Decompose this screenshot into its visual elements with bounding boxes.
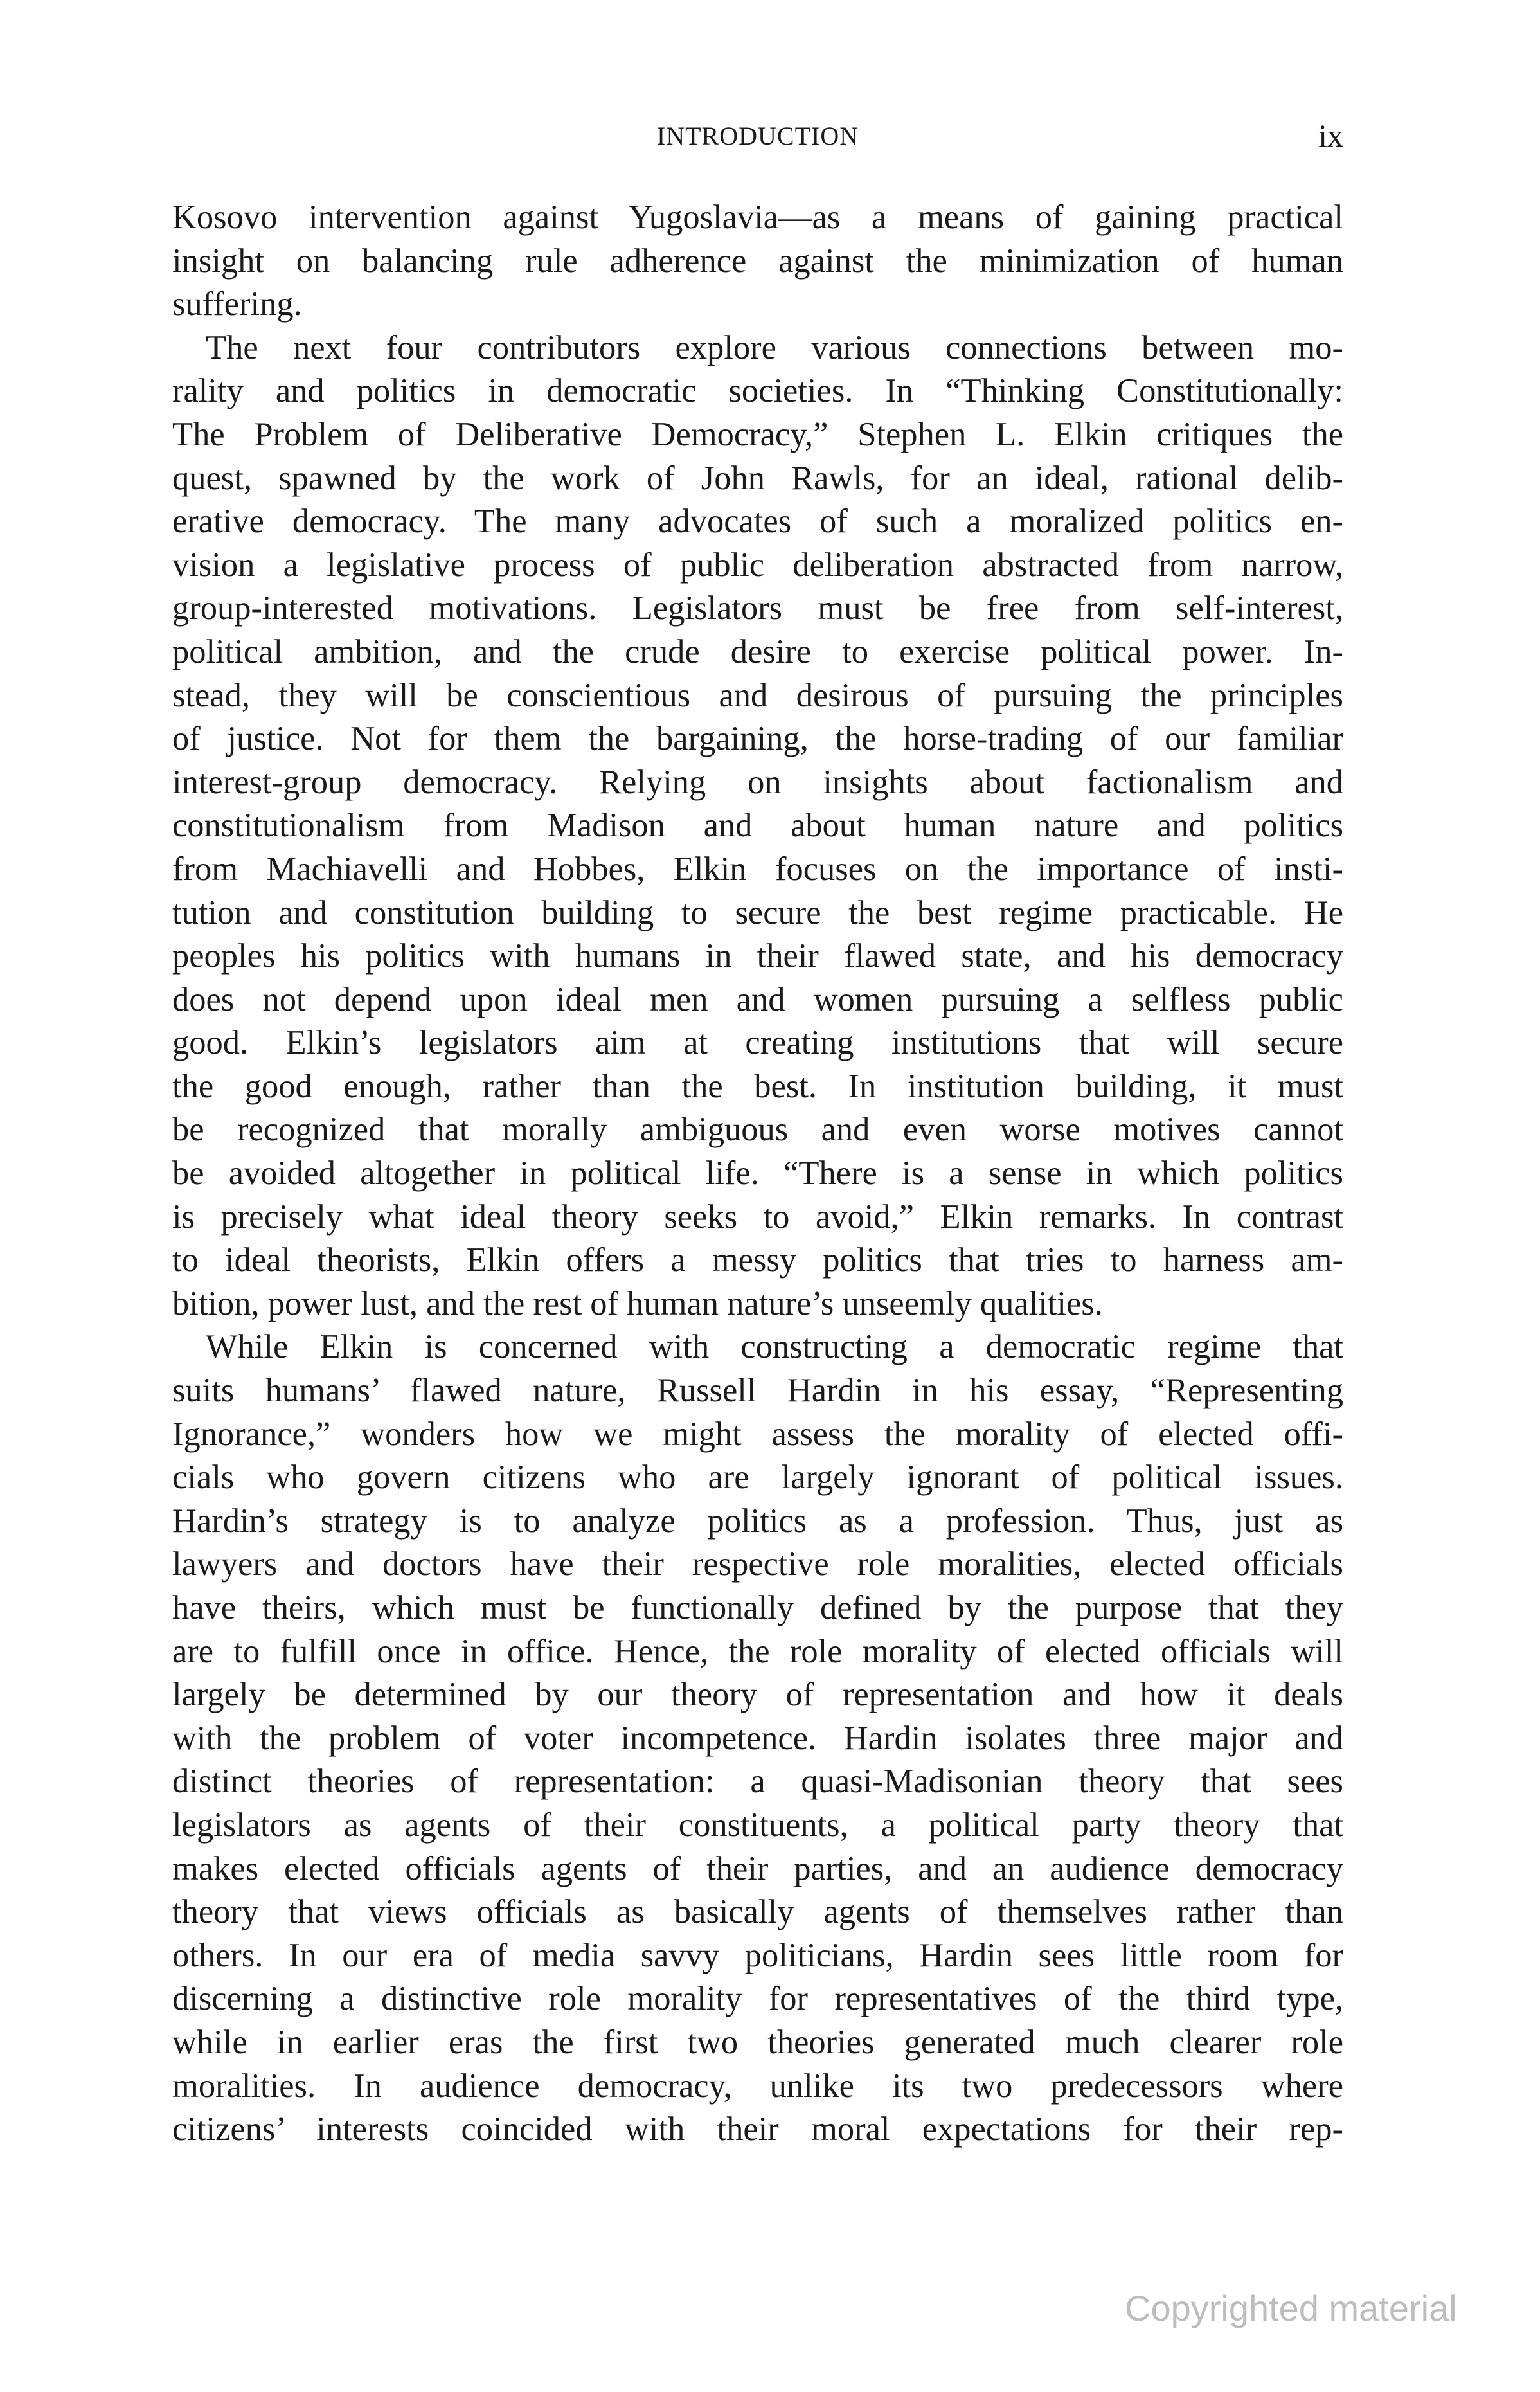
text-line: lawyers and doctors have their respective role moralities, elected officials (172, 1545, 1343, 1583)
text-line: does not depend upon ideal men and women pursuing a selfless public (172, 980, 1343, 1018)
text-line: citizens’ interests coincided with their moral expectations for their rep- (172, 2110, 1343, 2148)
text-line: others. In our era of media savvy politicians, Hardin sees little room for (172, 1936, 1343, 1974)
running-head-title: INTRODUCTION (656, 121, 859, 150)
text-line: constitutionalism from Madison and about human nature and politics (172, 807, 1343, 845)
text-line: group-interested motivations. Legislators must be free from self-interest, (172, 589, 1343, 627)
paragraph-2 (172, 327, 1343, 1326)
text-line: largely be determined by our theory of representation and how it deals (172, 1676, 1343, 1714)
text-line: the good enough, rather than the best. In institution building, it must (172, 1067, 1343, 1105)
text-line: The next four contributors explore various connections between mo- (206, 328, 1343, 366)
text-line: Hardin’s strategy is to analyze politics as a profession. Thus, just as (172, 1502, 1343, 1540)
text-line: insight on balancing rule adherence against the minimization of human (172, 242, 1343, 280)
text-line: vision a legislative process of public deliberation abstracted from narrow, (172, 546, 1343, 584)
text-line: makes elected officials agents of their parties, and an audience democracy (172, 1849, 1343, 1887)
text-line: bition, power lust, and the rest of human nature’s unseemly qualities. (172, 1284, 1103, 1322)
text-line: with the problem of voter incompetence. Hardin isolates three major and (172, 1719, 1343, 1757)
text-line: have theirs, which must be functionally defined by the purpose that they (172, 1589, 1343, 1626)
copyright-watermark: Copyrighted material (1125, 2288, 1457, 2328)
text-line: distinct theories of representation: a quasi-Madisonian theory that sees (172, 1763, 1343, 1801)
text-line: legislators as agents of their constituents, a political party theory that (172, 1806, 1343, 1844)
text-line: stead, they will be conscientious and desirous of pursuing the principles (172, 676, 1343, 714)
text-line: quest, spawned by the work of John Rawls, for an ideal, rational delib- (172, 459, 1343, 497)
text-line: The Problem of Deliberative Democracy,” Stephen L. Elkin critiques the (172, 415, 1343, 453)
text-line: moralities. In audience democracy, unlike its two predecessors where (172, 2067, 1343, 2105)
text-line: While Elkin is concerned with constructing a democratic regime that (206, 1328, 1343, 1366)
paragraph-3 (172, 1326, 1343, 2151)
text-line: from Machiavelli and Hobbes, Elkin focuses on the importance of insti- (172, 850, 1343, 888)
paragraph-1 (172, 196, 1343, 327)
text-line: good. Elkin’s legislators aim at creating institutions that will secure (172, 1024, 1343, 1062)
text-line: be avoided altogether in political life. “There is a sense in which politics (172, 1155, 1343, 1192)
text-line: discerning a distinctive role morality for representatives of the third type, (172, 1980, 1343, 2018)
text-line: while in earlier eras the first two theories generated much clearer role (172, 2023, 1343, 2061)
text-line: to ideal theorists, Elkin offers a messy politics that tries to harness am- (172, 1241, 1343, 1279)
text-line: suits humans’ flawed nature, Russell Hardin in his essay, “Representing (172, 1372, 1343, 1410)
text-line: political ambition, and the crude desire to exercise political power. In- (172, 633, 1343, 670)
text-line: theory that views officials as basically agents of themselves rather than (172, 1893, 1343, 1931)
text-line: is precisely what ideal theory seeks to avoid,” Elkin remarks. In contrast (172, 1198, 1343, 1236)
text-line: peoples his politics with humans in their flawed state, and his democracy (172, 937, 1343, 975)
text-line: Kosovo intervention against Yugoslavia—as a means of gaining practical (172, 199, 1343, 236)
text-line: suffering. (172, 285, 302, 323)
text-line: Ignorance,” wonders how we might assess the morality of elected offi- (172, 1415, 1343, 1453)
body-text (172, 196, 1343, 2152)
page-number: ix (1318, 118, 1343, 154)
text-line: of justice. Not for them the bargaining, the horse-trading of our familiar (172, 720, 1343, 758)
text-line: be recognized that morally ambiguous and even worse motives cannot (172, 1111, 1343, 1149)
text-line: interest-group democracy. Relying on insights about factionalism and (172, 763, 1343, 801)
text-line: are to fulfill once in office. Hence, the role morality of elected officials will (172, 1632, 1343, 1670)
running-head (172, 118, 1343, 159)
text-line: cials who govern citizens who are largely ignorant of political issues. (172, 1459, 1343, 1497)
text-line: erative democracy. The many advocates of such a moralized politics en- (172, 503, 1343, 541)
text-line: rality and politics in democratic societies. In “Thinking Constitutionally: (172, 372, 1343, 410)
text-line: tution and constitution building to secure the best regime practicable. He (172, 894, 1343, 931)
